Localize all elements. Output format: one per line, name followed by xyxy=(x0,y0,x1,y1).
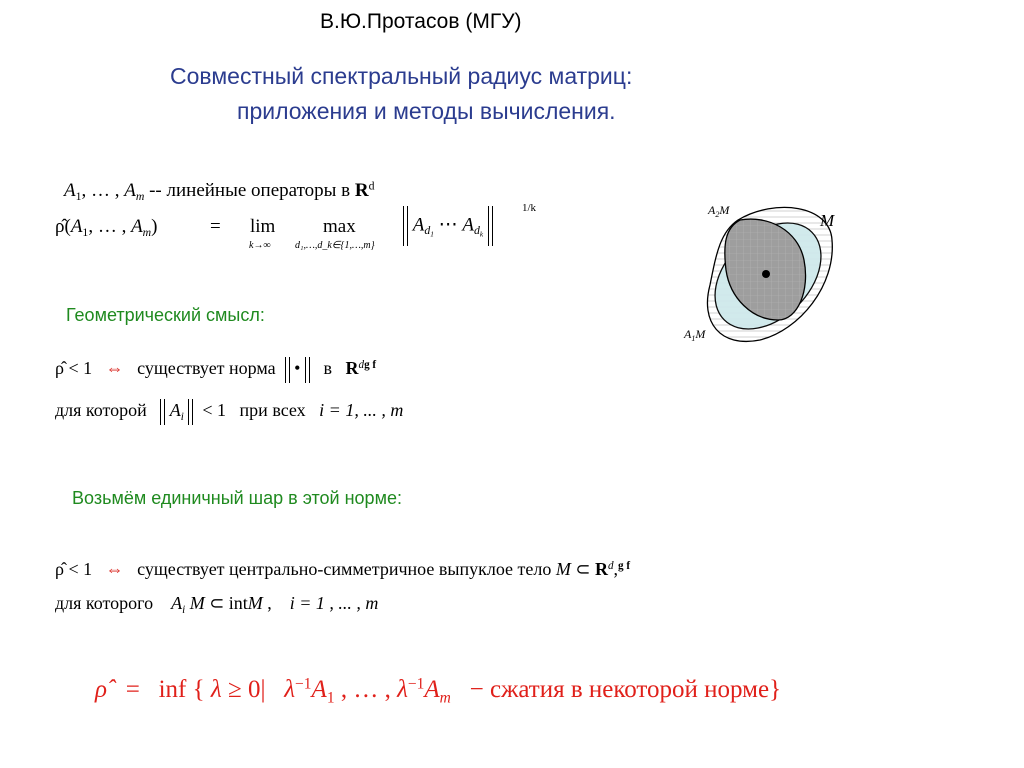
label-A1M: $A_1M$ xyxy=(684,327,706,343)
geometric-heading: Геометрический смысл: xyxy=(66,305,265,325)
criterion-interior-line: для которого $A_i$ M ⊂ intM , i = 1 , ... , m xyxy=(55,593,379,616)
author-header: В.Ю.Протасов (МГУ) xyxy=(320,10,522,33)
jsr-formula xyxy=(55,202,595,266)
slide-title-line2: приложения и методы вычисления. xyxy=(237,98,616,124)
norm-expression: $A_{d_1}$ ⋯ $A_{d_k}$ xyxy=(403,206,493,246)
jsr-equals: = xyxy=(210,216,221,237)
lim-subscript: k→∞ xyxy=(249,240,271,251)
contraction-diagram xyxy=(680,190,870,350)
jsr-lhs: $\rhô(A_1$, … , $A_m$) xyxy=(55,216,158,240)
max-operator: max xyxy=(323,216,356,237)
space-dim: d xyxy=(368,179,375,193)
operators-definition: $A_1$, … , $A_m$ -- линейные операторы в $R^d$ xyxy=(64,179,375,204)
label-M: M xyxy=(820,211,835,230)
unit-ball-heading: Возьмём единичный шар в этой норме: xyxy=(72,488,402,508)
space-symbol: R xyxy=(354,180,369,201)
max-subscript: d₁,…,d_k∈{1,…,m} xyxy=(295,240,375,251)
lim-operator: lim xyxy=(250,216,276,237)
criterion-body-line: ρ̂ < 1 ⇔ существует центрально-симметричное выпуклое тело M ⊂ $R^d,^{g f}$ xyxy=(55,559,631,579)
label-A2M: $A_2M$ xyxy=(708,203,730,219)
slide-title-line1: Совместный спектральный радиус матриц: xyxy=(170,63,633,89)
center-dot xyxy=(762,270,770,278)
norm-exponent: 1/k xyxy=(522,202,537,214)
operators-text: -- линейные операторы в xyxy=(149,180,351,201)
criterion-bound-line: для которой $A_i$ < 1 при всех i = 1, ... , m xyxy=(55,400,404,424)
criterion-norm-line: ρ̂ < 1 ⇔ существует норма • в $R^{dg f}$ xyxy=(55,357,376,383)
equiv-arrow: ⇔ xyxy=(105,358,124,379)
final-formula: ρ̂ = inf { λ ≥ 0| $\lambda^{-1}A_1$ , … , $\lambda^{-1}A_m$ − сжатия в некоторой норме} xyxy=(95,675,782,707)
